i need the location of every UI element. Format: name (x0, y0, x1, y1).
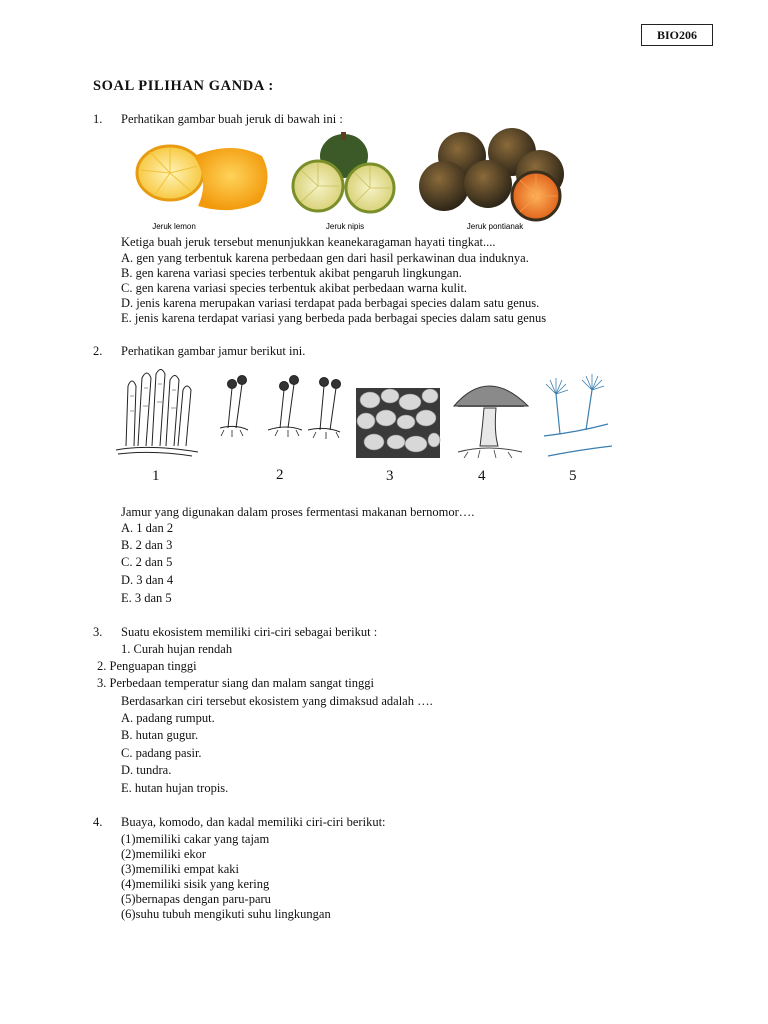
q4-feature-2: (2)memiliki ekor (121, 847, 207, 861)
q2-option-d: D. 3 dan 4 (121, 573, 174, 587)
q4-feature-1: (1)memiliki cakar yang tajam (121, 832, 270, 846)
course-code: BIO206 (641, 24, 713, 46)
section-title: SOAL PILIHAN GANDA : (93, 78, 274, 94)
q3-option-e: E. hutan hujan tropis. (121, 781, 229, 795)
q2-stem: Jamur yang digunakan dalam proses fermentasi makanan bernomor…. (121, 505, 475, 519)
q3-prompt: Suatu ekosistem memiliki ciri-ciri sebagai berikut : (121, 625, 378, 639)
q1-stem: Ketiga buah jeruk tersebut menunjukkan keanekaragaman hayati tingkat.... (121, 235, 496, 249)
q2-option-c: C. 2 dan 5 (121, 555, 173, 569)
q2-prompt: Perhatikan gambar jamur berikut ini. (121, 344, 306, 358)
fungus-5-image (544, 374, 612, 456)
q1-number: 1. (93, 112, 103, 126)
q1-option-e: E. jenis karena terdapat variasi yang berbeda pada berbagai species dalam satu genus (121, 311, 547, 325)
q3-feature-3: 3. Perbedaan temperatur siang dan malam sangat tinggi (97, 676, 374, 690)
fungus-3-image (356, 388, 440, 458)
q2-option-b: B. 2 dan 3 (121, 538, 173, 552)
fungus-1-image (116, 370, 198, 457)
q4-feature-6: (6)suhu tubuh mengikuti suhu lingkungan (121, 907, 331, 921)
q4-number: 4. (93, 815, 103, 829)
lime-image (293, 132, 394, 212)
fungus-2-image (220, 376, 341, 440)
q3-option-d: D. tundra. (121, 763, 172, 777)
pontianak-orange-image (419, 128, 564, 220)
q1-option-d: D. jenis karena merupakan variasi terdapat pada berbagai species dalam satu genus. (121, 296, 540, 310)
q1-prompt: Perhatikan gambar buah jeruk di bawah ini : (121, 112, 343, 126)
q1-option-a: A. gen yang terbentuk karena perbedaan gen dari hasil perkawinan dua induknya. (121, 251, 529, 265)
label-jeruk-lemon: Jeruk lemon (152, 222, 196, 231)
q4-feature-5: (5)bernapas dengan paru-paru (121, 892, 271, 906)
q4-feature-3: (3)memiliki empat kaki (121, 862, 240, 876)
citrus-fruit-figure (132, 126, 572, 232)
fungus-number-3: 3 (386, 468, 394, 484)
fungus-number-1: 1 (152, 468, 160, 484)
q4-prompt: Buaya, komodo, dan kadal memiliki ciri-ciri berikut: (121, 815, 386, 829)
label-jeruk-pontianak: Jeruk pontianak (466, 222, 524, 231)
q4-feature-4: (4)memiliki sisik yang kering (121, 877, 270, 891)
q3-feature-1: 1. Curah hujan rendah (121, 642, 233, 656)
q1-option-c: C. gen karena variasi species terbentuk akibat perbedaan warna kulit. (121, 281, 468, 295)
fungus-number-4: 4 (478, 468, 486, 484)
q2-number: 2. (93, 344, 103, 358)
q3-number: 3. (93, 625, 103, 639)
fungus-number-2: 2 (276, 467, 284, 483)
fungi-figure (108, 366, 618, 466)
q3-option-a: A. padang rumput. (121, 711, 215, 725)
q3-option-b: B. hutan gugur. (121, 728, 199, 742)
fungus-number-5: 5 (569, 468, 577, 484)
q2-option-e: E. 3 dan 5 (121, 591, 172, 605)
q3-option-c: C. padang pasir. (121, 746, 202, 760)
lemon-image (137, 146, 268, 210)
fungus-4-image (454, 386, 528, 458)
q3-stem: Berdasarkan ciri tersebut ekosistem yang dimaksud adalah …. (121, 694, 433, 708)
q1-option-b: B. gen karena variasi species terbentuk akibat pengaruh lingkungan. (121, 266, 462, 280)
label-jeruk-nipis: Jeruk nipis (325, 222, 365, 231)
q2-option-a: A. 1 dan 2 (121, 521, 174, 535)
q3-feature-2: 2. Penguapan tinggi (97, 659, 197, 673)
